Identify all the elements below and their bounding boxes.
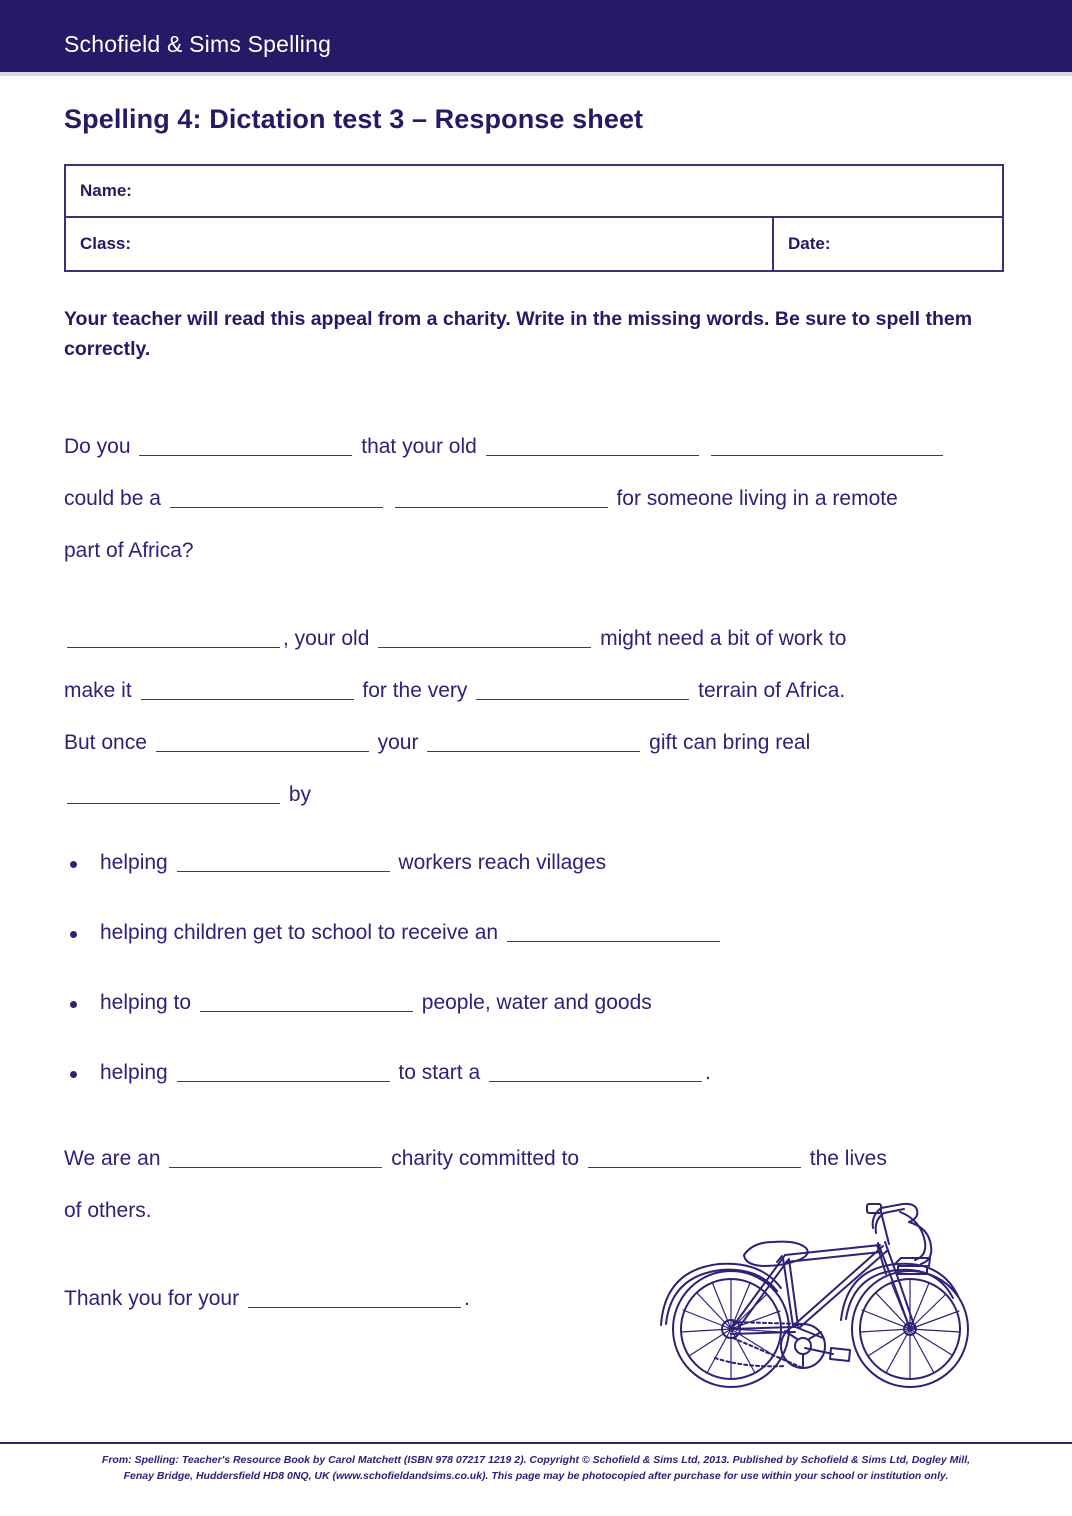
text-run: , your old: [283, 627, 370, 650]
crank-hub: [795, 1338, 811, 1354]
text-run: helping: [100, 851, 168, 874]
spacer: [64, 821, 1014, 837]
handlebar-grip-curve-b: [900, 1212, 925, 1260]
instruction-line-2: Be sure to spell them correctly.: [64, 308, 973, 360]
date-label: Date:: [788, 234, 831, 253]
text-run: of others.: [64, 1199, 152, 1222]
bicycle-illustration: [645, 1198, 995, 1403]
text-run: .: [704, 1061, 711, 1084]
text-run: the lives: [809, 1147, 887, 1170]
answer-blank[interactable]: [156, 730, 369, 752]
text-run: make it: [64, 679, 132, 702]
answer-blank[interactable]: [711, 434, 943, 456]
frame-seat-tube-b: [789, 1259, 798, 1326]
instruction-text: [64, 304, 994, 364]
footer-line-2: Fenay Bridge, Huddersfield HD8 0NQ, UK (www.schofieldandsims.co.uk). This page may be photocopied after purchase for use within your school or institution only.: [123, 1470, 949, 1482]
paragraph-3: [64, 717, 1014, 821]
list-item: [64, 977, 1014, 1029]
student-info-table: [64, 164, 1004, 272]
class-label: Class:: [80, 234, 132, 253]
answer-blank[interactable]: [395, 486, 608, 508]
text-run: might need a bit of work to: [600, 627, 847, 650]
instruction-line-1: Your teacher will read this appeal from a charity. Write in the missing words.: [64, 308, 770, 330]
chain-lower-run: [715, 1358, 785, 1366]
stem: [881, 1212, 889, 1244]
answer-blank[interactable]: [67, 782, 280, 804]
answer-blank[interactable]: [427, 730, 640, 752]
text-run: part of Africa?: [64, 539, 194, 562]
text-run: for someone living in a remote: [616, 487, 898, 510]
answer-blank[interactable]: [169, 1146, 382, 1168]
answer-blank[interactable]: [141, 678, 354, 700]
text-run: But once: [64, 731, 147, 754]
header-underline-divider: [0, 72, 1072, 76]
class-field[interactable]: [66, 218, 774, 270]
paragraph-1: [64, 421, 1014, 577]
text-run: workers reach villages: [398, 851, 607, 874]
text-run: by: [288, 783, 312, 806]
answer-blank[interactable]: [486, 434, 699, 456]
table-row-class-date: [66, 218, 1002, 270]
answer-blank[interactable]: [248, 1286, 461, 1308]
spacer: [64, 577, 1014, 613]
header-bar: [0, 0, 1072, 72]
text-run: helping: [100, 1061, 168, 1084]
answer-blank[interactable]: [139, 434, 352, 456]
list-item: [64, 1047, 1014, 1099]
text-run: people, water and goods: [421, 991, 652, 1014]
answer-blank[interactable]: [200, 990, 413, 1012]
text-run: terrain of Africa.: [698, 679, 846, 702]
text-run: .: [463, 1287, 470, 1310]
frame-down-tube-b: [799, 1250, 888, 1328]
bullet-dot-icon: [70, 1071, 77, 1078]
bullet-dot-icon: [70, 931, 77, 938]
text-run: for the very: [362, 679, 468, 702]
spacer: [64, 1117, 1014, 1133]
passage-body: [64, 421, 1014, 1325]
text-run: your: [377, 731, 419, 754]
text-run: gift can bring real: [649, 731, 811, 754]
footer-credits: [0, 1452, 1072, 1484]
text-run: could be a: [64, 487, 161, 510]
frame-down-tube: [793, 1246, 883, 1326]
bullet-dot-icon: [70, 861, 77, 868]
text-run: charity committed to: [391, 1147, 580, 1170]
answer-blank[interactable]: [177, 1060, 390, 1082]
text-run: helping children get to school to receive an: [100, 921, 499, 944]
list-item: [64, 907, 1014, 959]
bullet-dot-icon: [70, 1001, 77, 1008]
answer-blank[interactable]: [177, 850, 390, 872]
footer-line-1: From: Spelling: Teacher's Resource Book by Carol Matchett (ISBN 978 07217 1219 2). Copyright © Schofield & Sims Ltd, 2013. Published by Schofield & Sims Ltd, Dogley Mill,: [101, 1454, 971, 1466]
answer-blank[interactable]: [170, 486, 383, 508]
answer-blank[interactable]: [67, 626, 280, 648]
answer-blank[interactable]: [588, 1146, 801, 1168]
text-run: to start a: [398, 1061, 481, 1084]
answer-blank[interactable]: [507, 920, 720, 942]
text-run: helping to: [100, 991, 192, 1014]
text-run: that your old: [361, 435, 477, 458]
text-run: Do you: [64, 435, 131, 458]
answer-blank[interactable]: [378, 626, 591, 648]
answer-blank[interactable]: [489, 1060, 702, 1082]
frame-bb-link: [793, 1326, 823, 1338]
name-label: Name:: [80, 181, 132, 200]
table-row-name: [66, 166, 1002, 218]
date-field[interactable]: [774, 218, 1002, 270]
brand-title: Schofield & Sims Spelling: [64, 31, 332, 57]
paragraph-2: [64, 613, 1014, 717]
bullet-list: [64, 837, 1014, 1099]
answer-blank[interactable]: [476, 678, 689, 700]
page-title: Spelling 4: Dictation test 3 – Response sheet: [64, 104, 644, 134]
name-field[interactable]: [66, 166, 1002, 216]
list-item: [64, 837, 1014, 889]
text-run: Thank you for your: [64, 1287, 240, 1310]
text-run: We are an: [64, 1147, 161, 1170]
footer-divider: [0, 1442, 1072, 1444]
